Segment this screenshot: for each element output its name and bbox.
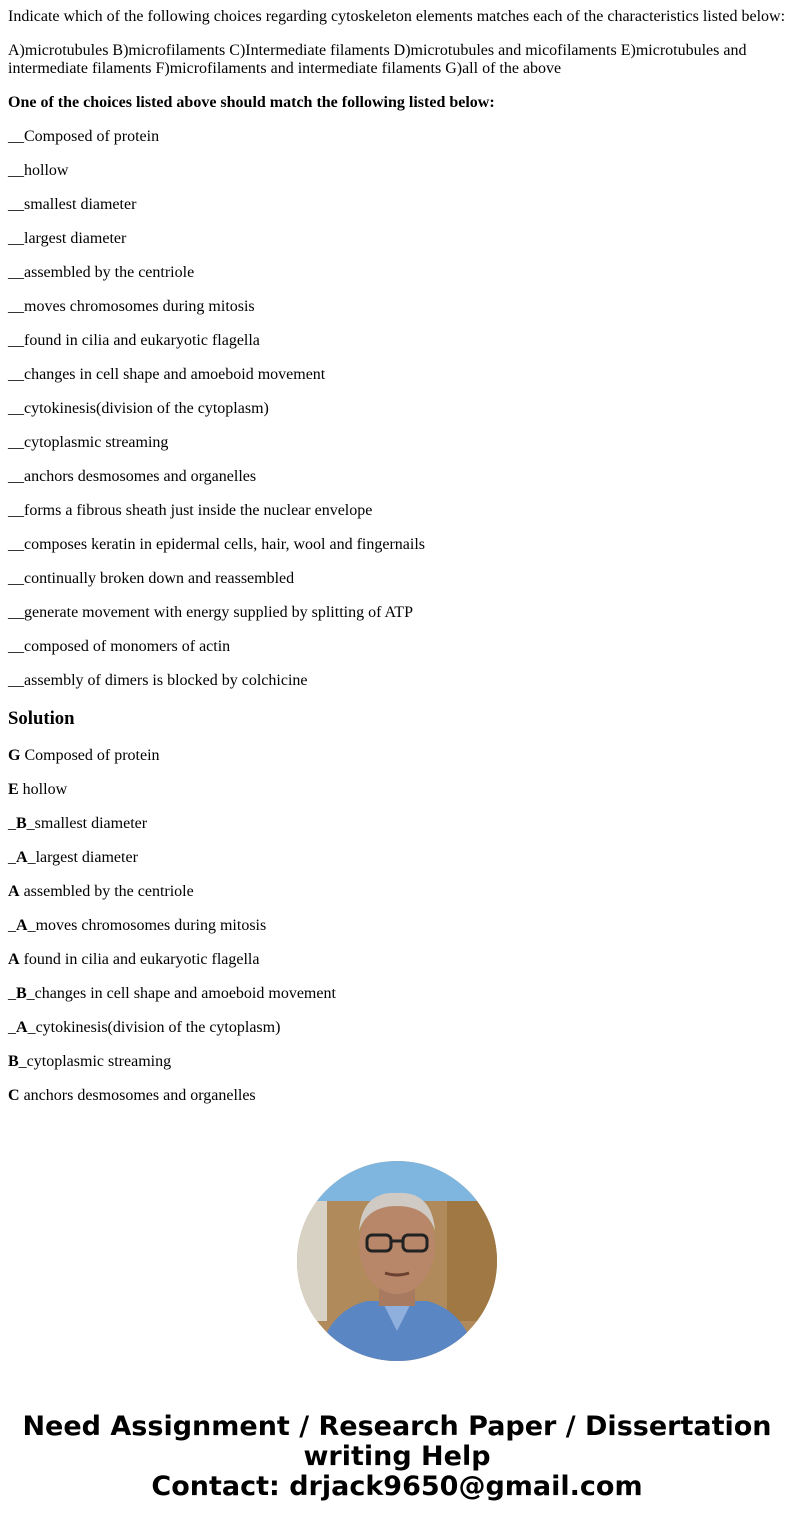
question-item: __continually broken down and reassembled — [8, 570, 295, 587]
answer-letter: B — [8, 1053, 19, 1070]
answer-letter: B — [16, 985, 27, 1002]
question-item: __cytokinesis(division of the cytoplasm) — [8, 400, 269, 417]
answer-text: _smallest diameter — [26, 815, 148, 832]
solution-item — [8, 951, 786, 969]
answer-letter: A — [8, 951, 20, 968]
question-item: __composed of monomers of actin — [8, 638, 231, 655]
question-item: __forms a fibrous sheath just inside the nuclear envelope — [8, 502, 373, 519]
document — [0, 8, 794, 1105]
solution-item — [8, 883, 786, 901]
solution-item — [8, 849, 786, 867]
question-item: __anchors desmosomes and organelles — [8, 468, 257, 485]
solution-item — [8, 1019, 786, 1037]
solution-heading: Solution — [8, 708, 75, 729]
answer-prefix: _ — [8, 985, 16, 1002]
question-choices: A)microtubules B)microfilaments C)Intermediate filaments D)microtubules and micofilaments E)microtubules and intermediate filaments F)microfilaments and intermediate filaments G)all of the above — [8, 42, 747, 77]
solution-item — [8, 747, 786, 765]
answer-text: _cytokinesis(division of the cytoplasm) — [27, 1019, 281, 1036]
question-instruction — [8, 94, 786, 112]
contact-banner — [0, 1412, 794, 1502]
question-item: __cytoplasmic streaming — [8, 434, 169, 451]
answer-letter: B — [16, 815, 27, 832]
answer-text: _cytoplasmic streaming — [18, 1053, 172, 1070]
solution-item-list — [8, 747, 786, 1105]
answer-letter: A — [8, 883, 20, 900]
question-item: __hollow — [8, 162, 69, 179]
answer-text: anchors desmosomes and organelles — [19, 1087, 256, 1104]
answer-text: _changes in cell shape and amoeboid movement — [26, 985, 336, 1002]
answer-text: Composed of protein — [20, 747, 160, 764]
answer-letter: G — [8, 747, 21, 764]
question-item: __generate movement with energy supplied by splitting of ATP — [8, 604, 413, 621]
solution-item — [8, 1087, 786, 1105]
answer-text: hollow — [18, 781, 68, 798]
solution-item — [8, 781, 786, 799]
answer-prefix: _ — [8, 815, 16, 832]
question-item: __Composed of protein — [8, 128, 160, 145]
answer-letter: E — [8, 781, 19, 798]
answer-letter: A — [16, 917, 28, 934]
answer-text: _moves chromosomes during mitosis — [27, 917, 267, 934]
banner-contact: Contact: drjack9650@gmail.com — [151, 1471, 643, 1502]
question-item: __found in cilia and eukaryotic flagella — [8, 332, 260, 349]
question-item: __composes keratin in epidermal cells, hair, wool and fingernails — [8, 536, 426, 553]
answer-letter: C — [8, 1087, 20, 1104]
solution-item — [8, 815, 786, 833]
answer-prefix: _ — [8, 917, 16, 934]
answer-text: found in cilia and eukaryotic flagella — [19, 951, 260, 968]
question-item-list — [8, 128, 786, 690]
solution-item — [8, 985, 786, 1003]
answer-prefix: _ — [8, 849, 16, 866]
answer-prefix: _ — [8, 1019, 16, 1036]
banner-line-1: Need Assignment / Research Paper / Dissertation writing Help — [22, 1411, 772, 1472]
answer-letter: A — [16, 1019, 28, 1036]
question-item: __assembly of dimers is blocked by colchicine — [8, 672, 308, 689]
answer-text: _largest diameter — [27, 849, 138, 866]
question-item: __largest diameter — [8, 230, 127, 247]
author-photo — [297, 1161, 497, 1361]
instruction-text: One of the choices listed above should match the following listed below: — [8, 94, 495, 111]
question-item: __changes in cell shape and amoeboid movement — [8, 366, 326, 383]
answer-text: assembled by the centriole — [19, 883, 194, 900]
question-item: __moves chromosomes during mitosis — [8, 298, 255, 315]
question-item: __assembled by the centriole — [8, 264, 195, 281]
answer-letter: A — [16, 849, 28, 866]
solution-item — [8, 917, 786, 935]
question-item: __smallest diameter — [8, 196, 137, 213]
question-intro: Indicate which of the following choices regarding cytoskeleton elements matches each of the characteristics listed below: — [8, 8, 786, 25]
solution-item — [8, 1053, 786, 1071]
